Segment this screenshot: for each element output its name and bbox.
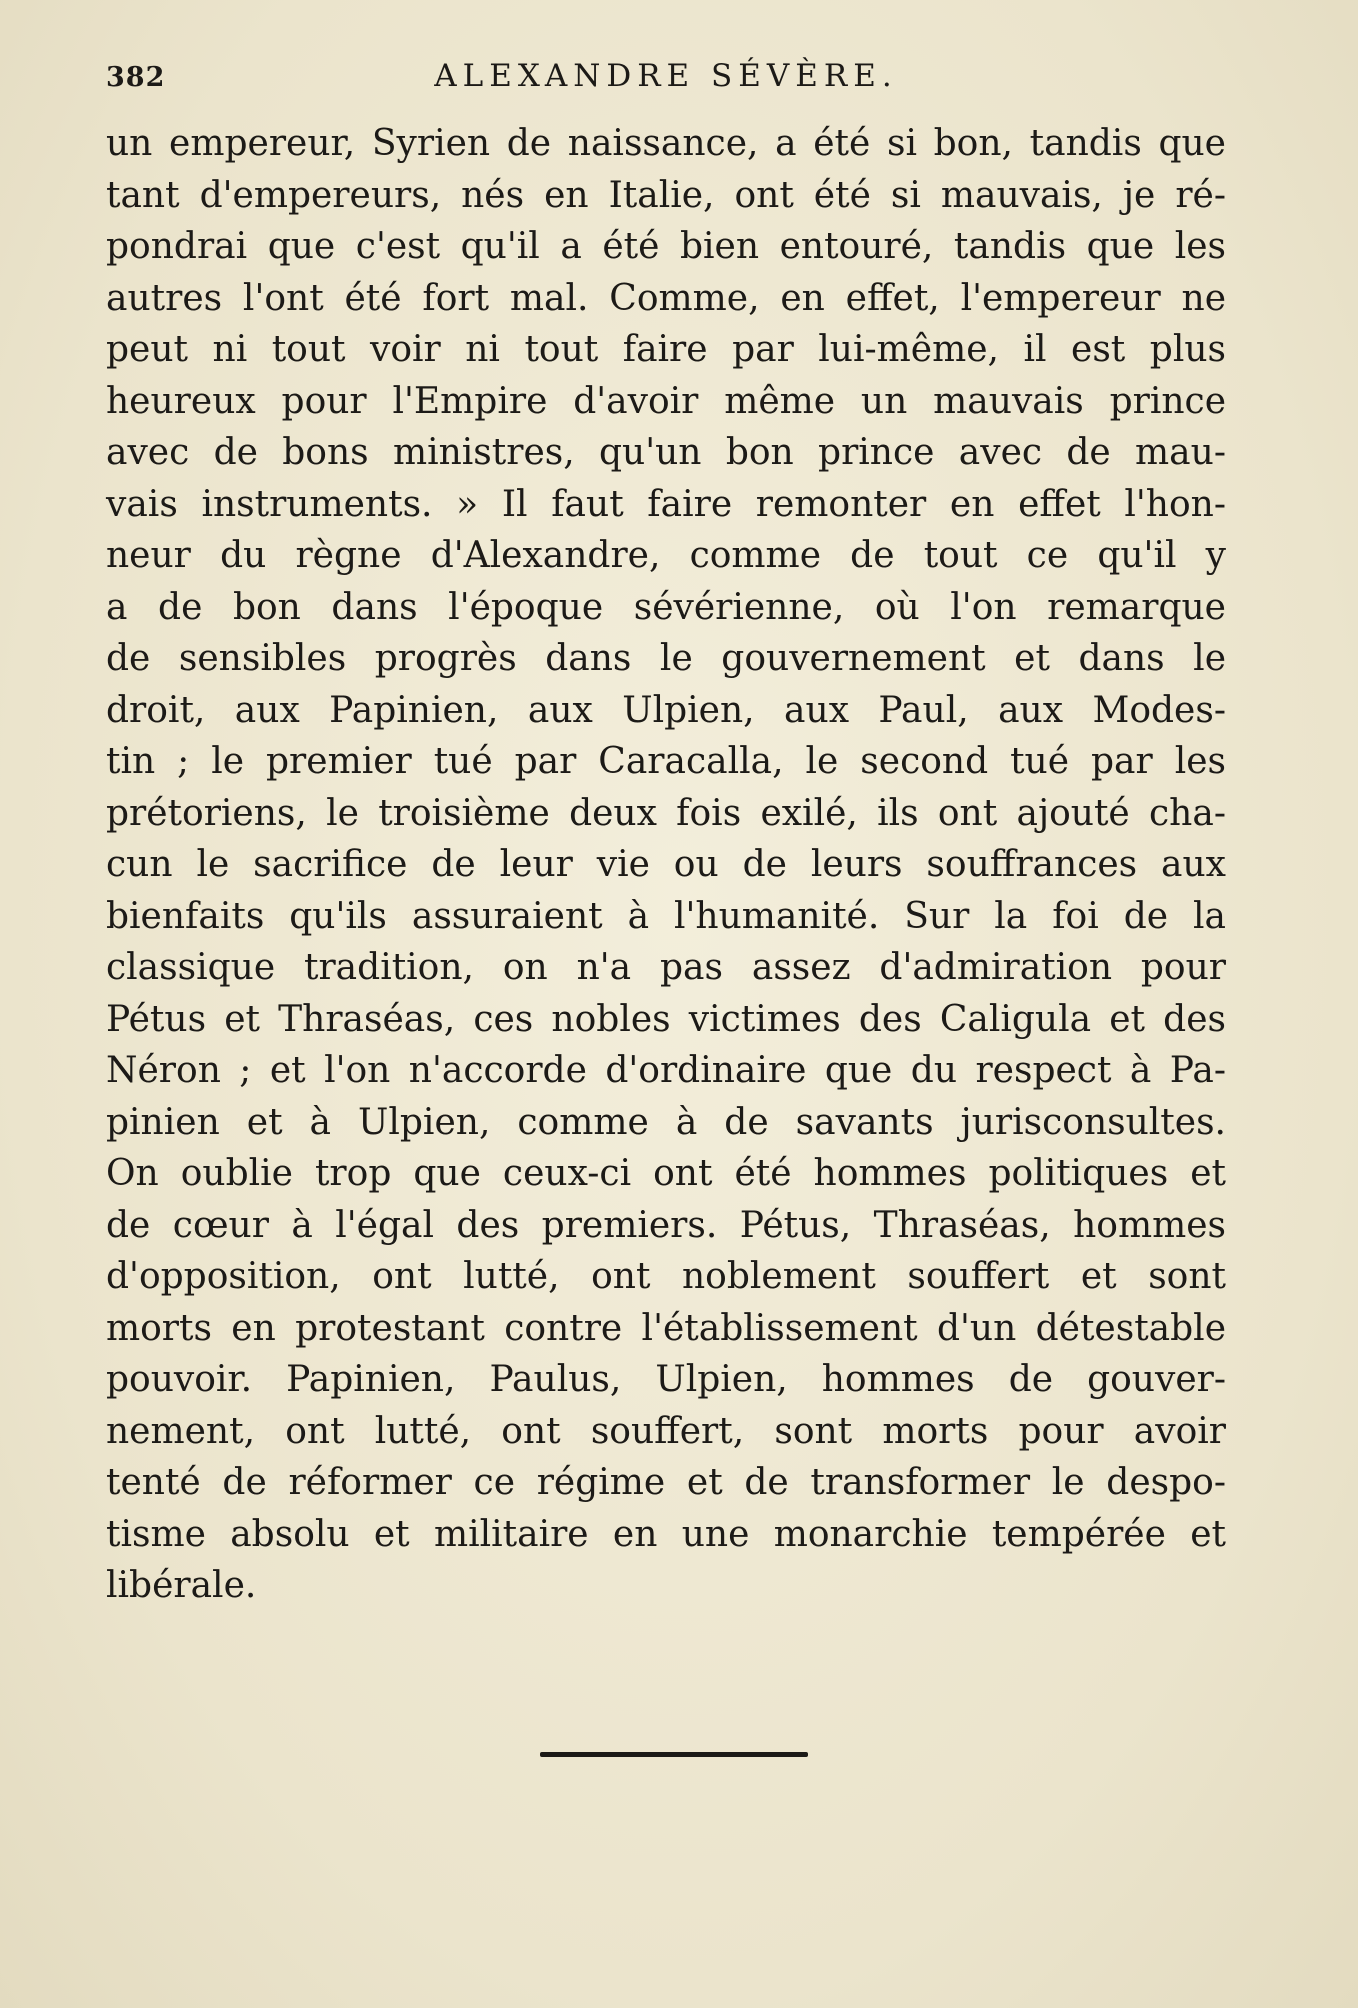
text-line: droit, aux Papinien, aux Ulpien, aux Paul, aux Modes- xyxy=(106,689,1226,731)
text-line: autres l'ont été fort mal. Comme, en effet, l'empereur ne xyxy=(106,277,1226,319)
text-line: On oublie trop que ceux-ci ont été hommes politiques et xyxy=(106,1153,1226,1194)
text-line: pinien et à Ulpien, comme à de savants jurisconsultes. xyxy=(106,1101,1226,1143)
text-line: tenté de réformer ce régime et de transformer le despo- xyxy=(106,1462,1226,1503)
text-line: de sensibles progrès dans le gouvernement et dans le xyxy=(106,638,1226,679)
text-line: de cœur à l'égal des premiers. Pétus, Thraséas, hommes xyxy=(106,1204,1226,1246)
body-text xyxy=(106,118,1226,1612)
text-line: neur du règne d'Alexandre, comme de tout ce qu'il y xyxy=(106,535,1226,576)
end-rule xyxy=(540,1752,808,1757)
text-line: a de bon dans l'époque sévérienne, où l'on remarque xyxy=(106,586,1226,628)
text-line: morts en protestant contre l'établissement d'un détestable xyxy=(106,1307,1226,1349)
text-line: tant d'empereurs, nés en Italie, ont été si mauvais, je ré- xyxy=(106,174,1226,216)
text-line: peut ni tout voir ni tout faire par lui-même, il est plus xyxy=(106,329,1226,370)
text-line: Néron ; et l'on n'accorde d'ordinaire que du respect à Pa- xyxy=(106,1050,1226,1091)
text-line: vais instruments. » Il faut faire remonter en effet l'hon- xyxy=(106,483,1226,525)
text-line-last: libérale. xyxy=(106,1565,257,1606)
text-line: bienfaits qu'ils assuraient à l'humanité. Sur la foi de la xyxy=(106,895,1226,937)
text-line: cun le sacrifice de leur vie ou de leurs souffrances aux xyxy=(106,844,1226,885)
text-line: tin ; le premier tué par Caracalla, le second tué par les xyxy=(106,741,1226,782)
text-line: d'opposition, ont lutté, ont noblement souffert et sont xyxy=(106,1256,1226,1297)
text-line: nement, ont lutté, ont souffert, sont morts pour avoir xyxy=(106,1410,1226,1452)
text-line: avec de bons ministres, qu'un bon prince avec de mau- xyxy=(106,432,1226,473)
page-header xyxy=(106,54,1226,102)
text-line: prétoriens, le troisième deux fois exilé, ils ont ajouté cha- xyxy=(106,792,1226,834)
text-line: pondrai que c'est qu'il a été bien entouré, tandis que les xyxy=(106,226,1226,267)
text-line: pouvoir. Papinien, Paulus, Ulpien, hommes de gouver- xyxy=(106,1359,1226,1400)
text-line: un empereur, Syrien de naissance, a été si bon, tandis que xyxy=(106,123,1226,164)
running-title: ALEXANDRE SÉVÈRE. xyxy=(434,58,898,94)
text-line: tisme absolu et militaire en une monarchie tempérée et xyxy=(106,1513,1226,1555)
text-line: heureux pour l'Empire d'avoir même un mauvais prince xyxy=(106,380,1226,422)
text-line: Pétus et Thraséas, ces nobles victimes des Caligula et des xyxy=(106,998,1226,1040)
text-line: classique tradition, on n'a pas assez d'admiration pour xyxy=(106,947,1226,988)
page-number: 382 xyxy=(106,62,166,93)
